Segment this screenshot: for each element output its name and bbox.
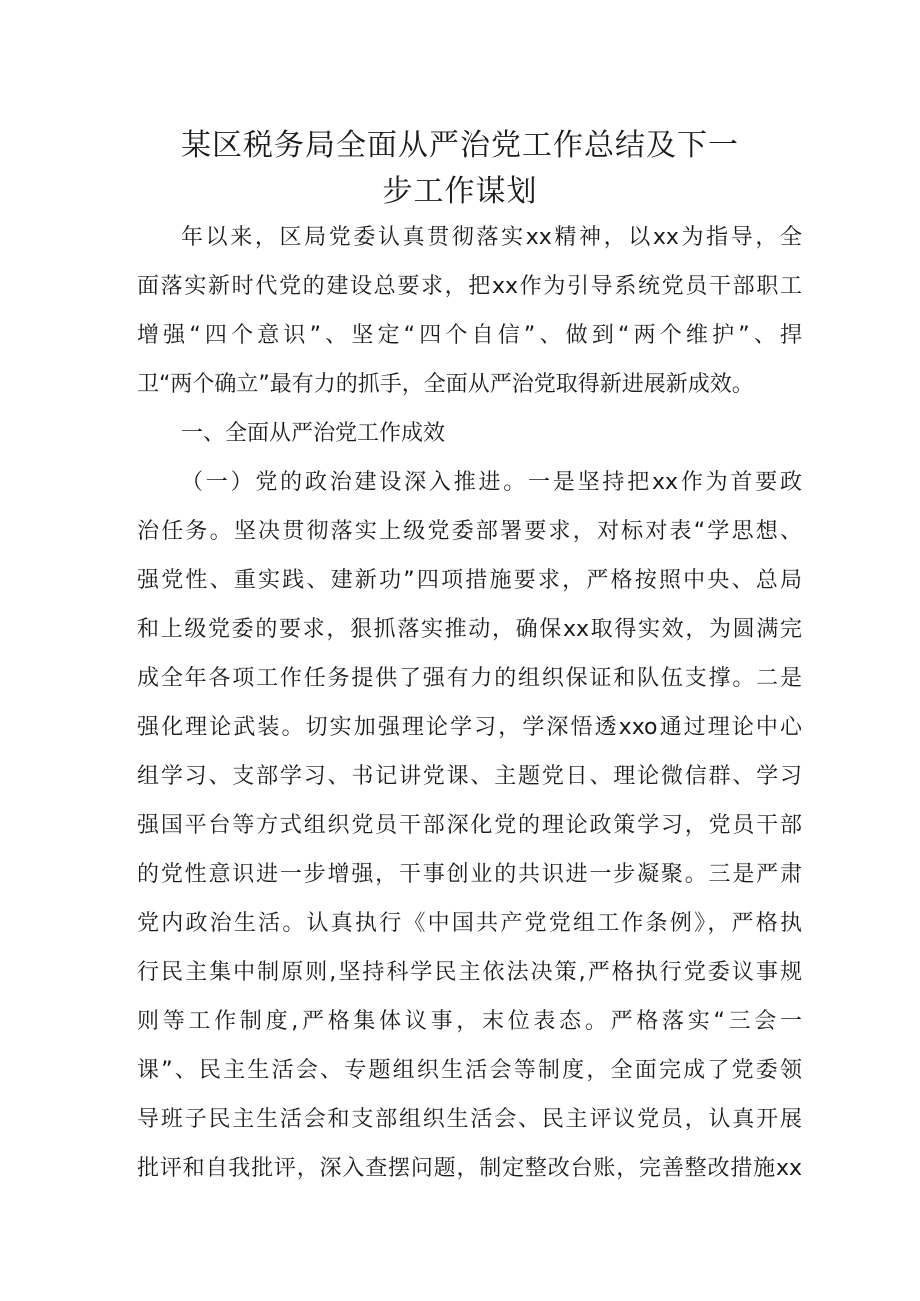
body-text-line: 党内政治生活。认真执行《中国共产党党组工作条例》，严格执: [137, 911, 802, 936]
body-text-line: 导班子民主生活会和支部组织生活会、民主评议党员，认真开展: [137, 1107, 802, 1132]
body-text-line: 卫“两个确立”最有力的抓手，全面从严治党取得新进展新成效。: [137, 372, 754, 397]
body-text-line: 成全年各项工作任务提供了强有力的组织保证和队伍支撑。二是: [137, 666, 802, 691]
body-text-line: 组学习、支部学习、书记讲党课、主题党日、理论微信群、学习: [137, 764, 802, 789]
body-text-line: 一、全面从严治党工作成效: [181, 421, 446, 446]
body-text-line: 批评和自我批评，深入查摆问题，制定整改台账，完善整改措施xx: [137, 1156, 802, 1181]
body-text-line: 行民主集中制原则,坚持科学民主依法决策,严格执行党委议事规: [137, 960, 802, 985]
body-text-line: 年以来，区局党委认真贯彻落实xx精神，以xx为指导，全: [181, 225, 802, 250]
body-text-line: 增强“四个意识”、坚定“四个自信”、做到“两个维护”、捍: [137, 323, 802, 348]
body-text-line: 课”、民主生活会、专题组织生活会等制度，全面完成了党委领: [137, 1058, 802, 1083]
body-text-line: 治任务。坚决贯彻落实上级党委部署要求，对标对表“学思想、: [137, 519, 802, 544]
body-text-line: 强党性、重实践、建新功”四项措施要求，严格按照中央、总局: [137, 568, 802, 593]
body-text-line: 强化理论武装。切实加强理论学习，学深悟透xxo通过理论中心: [137, 715, 802, 740]
document-title-line-2: 步工作谋划: [382, 174, 538, 209]
document-title-line-1: 某区税务局全面从严治党工作总结及下一: [181, 128, 739, 163]
body-text-line: 面落实新时代党的建设总要求，把xx作为引导系统党员干部职工: [137, 274, 802, 299]
body-text-line: 的党性意识进一步增强，干事创业的共识进一步凝聚。三是严肃: [137, 862, 802, 887]
document-body: [137, 213, 802, 1193]
body-text-line: 和上级党委的要求，狠抓落实推动，确保xx取得实效，为圆满完: [137, 617, 802, 642]
body-text-line: （一）党的政治建设深入推进。一是坚持把xx作为首要政: [181, 470, 802, 495]
body-text-line: 强国平台等方式组织党员干部深化党的理论政策学习，党员干部: [137, 813, 802, 838]
body-text-line: 则等工作制度,严格集体议事，末位表态。严格落实“三会一: [137, 1009, 802, 1034]
